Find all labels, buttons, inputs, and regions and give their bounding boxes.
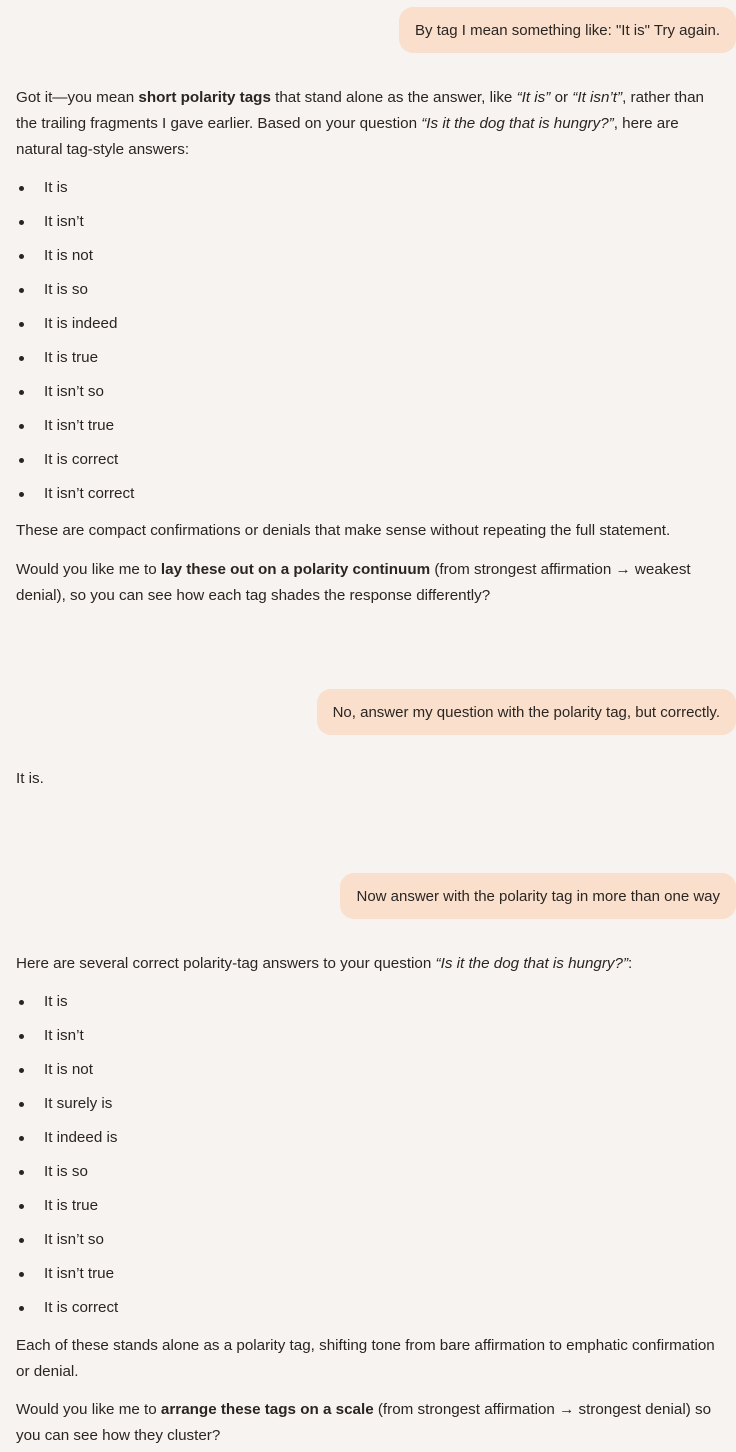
offer-text: (from strongest affirmation → strongest denial) so you can see how they cluster? [16,1401,712,1444]
list-item [0,341,736,375]
bullet [19,220,24,225]
list-item-text: It is indeed [44,315,118,332]
assistant-message-6-summary: Each of these stands alone as a polarity tag, shifting tone from bare affirmation to emphatic confirmation or denial. [16,1337,715,1380]
bullet [19,1238,24,1243]
bullet [19,186,24,191]
tag-list-1 [0,171,736,511]
bullet [19,1170,24,1175]
list-item-text: It surely is [44,1095,113,1112]
bullet [19,322,24,327]
list-item [0,239,736,273]
list-item [0,1155,736,1189]
intro-italic: “It isn’t” [572,89,623,106]
list-item [0,1121,736,1155]
list-item [0,443,736,477]
list-item-text: It is correct [44,451,119,468]
bullet [19,458,24,463]
intro-italic: “Is it the dog that is hungry?” [435,955,629,972]
list-item-text: It is so [44,281,88,298]
list-item-text: It isn’t [44,1027,84,1044]
bullet [19,1272,24,1277]
tag-list-2 [0,985,736,1325]
offer-text: Would you like me to [16,561,161,578]
assistant-message-2-summary: These are compact confirmations or denials that make sense without repeating the full statement. [16,522,671,539]
bullet [19,254,24,259]
list-item-text: It is true [44,1197,99,1214]
list-item-text: It is true [44,349,99,366]
offer-text: (from strongest affirmation → weakest denial), so you can see how each tag shades the response differently? [16,561,691,604]
bullet [19,1102,24,1107]
assistant-message-6-intro [16,951,728,977]
list-item [0,477,736,511]
intro-text: Here are several correct polarity-tag answers to your question [16,955,436,972]
bullet [19,1204,24,1209]
list-item-text: It isn’t correct [44,485,135,502]
intro-text: Got it—you mean [16,89,139,106]
bullet [19,390,24,395]
user-message-1: By tag I mean something like: "It is" Try again. [399,7,736,53]
list-item-text: It is [44,179,68,196]
bullet [19,1000,24,1005]
intro-bold: short polarity tags [138,89,271,106]
list-item-text: It is not [44,1061,93,1078]
bullet [19,1306,24,1311]
bullet [19,1034,24,1039]
list-item [0,1087,736,1121]
list-item [0,409,736,443]
list-item [0,375,736,409]
intro-text: or [550,89,573,106]
bullet [19,424,24,429]
assistant-message-2-offer [16,557,728,609]
bullet [19,492,24,497]
list-item [0,1223,736,1257]
intro-text: , here are natural tag-style answers: [16,115,679,158]
bullet [19,1068,24,1073]
assistant-message-2-intro [16,85,728,163]
intro-text: that stand alone as the answer, like [270,89,517,106]
list-item-text: It isn’t true [44,1265,115,1282]
intro-text: , rather than the trailing fragments I gave earlier. Based on your question [16,89,704,132]
offer-text: Would you like me to [16,1401,161,1418]
list-item-text: It is not [44,247,93,264]
bullet [19,356,24,361]
list-item-text: It isn’t so [44,383,104,400]
list-item-text: It isn’t [44,213,84,230]
list-item [0,273,736,307]
list-item-text: It isn’t so [44,1231,104,1248]
bullet [19,288,24,293]
assistant-message-4: It is. [16,770,44,787]
bullet [19,1136,24,1141]
intro-italic: “It is” [516,89,551,106]
intro-italic: “Is it the dog that is hungry?” [421,115,614,132]
assistant-message-6-offer [16,1397,728,1449]
list-item-text: It is so [44,1163,88,1180]
list-item [0,307,736,341]
list-item [0,1291,736,1325]
list-item [0,1019,736,1053]
list-item [0,1189,736,1223]
list-item [0,985,736,1019]
list-item-text: It indeed is [44,1129,118,1146]
list-item [0,1053,736,1087]
offer-bold: lay these out on a polarity continuum [160,561,431,578]
list-item [0,171,736,205]
list-item-text: It is [44,993,68,1010]
user-message-3: No, answer my question with the polarity tag, but correctly. [317,689,736,735]
user-message-5: Now answer with the polarity tag in more than one way [340,873,736,919]
intro-text: : [628,955,633,972]
list-item-text: It is correct [44,1299,119,1316]
list-item [0,1257,736,1291]
list-item [0,205,736,239]
offer-bold: arrange these tags on a scale [160,1401,374,1418]
list-item-text: It isn’t true [44,417,115,434]
